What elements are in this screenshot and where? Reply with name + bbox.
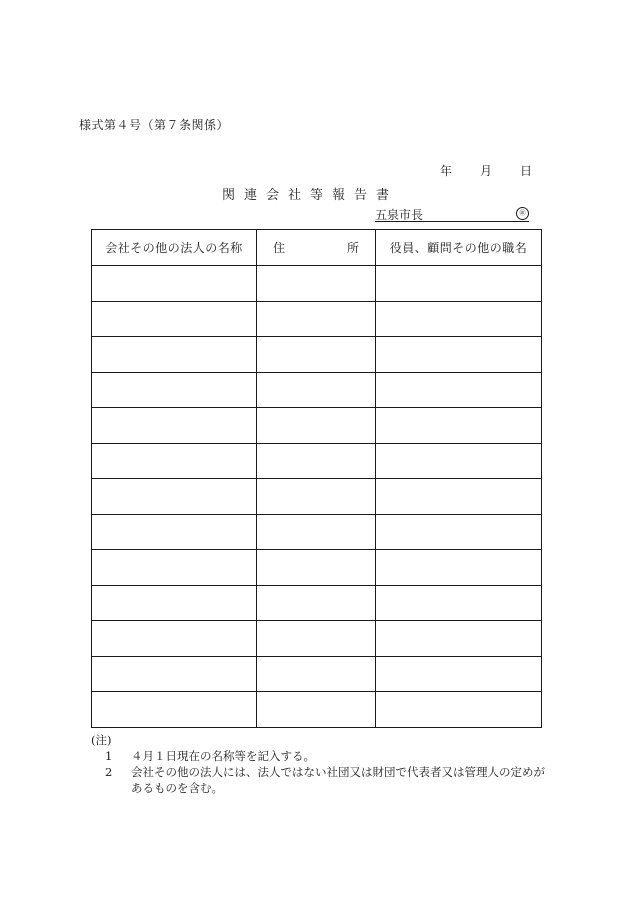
report-table bbox=[91, 229, 542, 728]
cell-address[interactable] bbox=[257, 301, 376, 337]
cell-role[interactable] bbox=[376, 266, 542, 302]
note-number: 2 bbox=[105, 765, 113, 779]
cell-address[interactable] bbox=[257, 443, 376, 479]
header-role: 役員、顧問その他の職名 bbox=[376, 230, 542, 266]
table-row bbox=[92, 550, 542, 586]
addressee-line bbox=[375, 206, 529, 222]
cell-role[interactable] bbox=[376, 479, 542, 515]
cell-company-name[interactable] bbox=[92, 301, 257, 337]
seal-icon: ㊞ bbox=[516, 207, 529, 220]
document-title: 関連会社等報告書 bbox=[222, 188, 399, 203]
cell-company-name[interactable] bbox=[92, 550, 257, 586]
cell-address[interactable] bbox=[257, 514, 376, 550]
note-text: ４月１日現在の名称等を記入する。 bbox=[131, 749, 315, 763]
cell-company-name[interactable] bbox=[92, 656, 257, 692]
table-row bbox=[92, 337, 542, 373]
note-number: 1 bbox=[105, 749, 113, 763]
note-item-1 bbox=[91, 748, 545, 764]
cell-company-name[interactable] bbox=[92, 266, 257, 302]
cell-role[interactable] bbox=[376, 514, 542, 550]
date-line bbox=[440, 162, 532, 179]
cell-company-name[interactable] bbox=[92, 337, 257, 373]
table-row bbox=[92, 692, 542, 728]
table-row bbox=[92, 408, 542, 444]
cell-company-name[interactable] bbox=[92, 692, 257, 728]
note-text-continued: あるものを含む。 bbox=[131, 781, 223, 795]
cell-role[interactable] bbox=[376, 621, 542, 657]
table-row bbox=[92, 514, 542, 550]
cell-role[interactable] bbox=[376, 443, 542, 479]
table-row bbox=[92, 621, 542, 657]
cell-address[interactable] bbox=[257, 656, 376, 692]
cell-company-name[interactable] bbox=[92, 479, 257, 515]
header-address bbox=[257, 230, 376, 266]
table-row bbox=[92, 585, 542, 621]
cell-address[interactable] bbox=[257, 585, 376, 621]
cell-address[interactable] bbox=[257, 550, 376, 586]
cell-role[interactable] bbox=[376, 337, 542, 373]
table-row bbox=[92, 372, 542, 408]
table-row bbox=[92, 656, 542, 692]
cell-company-name[interactable] bbox=[92, 408, 257, 444]
cell-role[interactable] bbox=[376, 372, 542, 408]
table-row bbox=[92, 479, 542, 515]
cell-company-name[interactable] bbox=[92, 585, 257, 621]
table-row bbox=[92, 301, 542, 337]
notes bbox=[91, 732, 545, 796]
cell-role[interactable] bbox=[376, 408, 542, 444]
cell-address[interactable] bbox=[257, 337, 376, 373]
cell-role[interactable] bbox=[376, 692, 542, 728]
cell-company-name[interactable] bbox=[92, 443, 257, 479]
cell-company-name[interactable] bbox=[92, 514, 257, 550]
notes-heading: (注) bbox=[91, 733, 112, 747]
year-label: 年 bbox=[440, 164, 453, 178]
header-address-part2: 所 bbox=[346, 241, 359, 255]
table-body bbox=[92, 266, 542, 728]
note-item-2 bbox=[91, 764, 545, 796]
day-label: 日 bbox=[519, 164, 532, 178]
month-label: 月 bbox=[479, 164, 492, 178]
table-row bbox=[92, 443, 542, 479]
cell-address[interactable] bbox=[257, 372, 376, 408]
cell-address[interactable] bbox=[257, 621, 376, 657]
cell-address[interactable] bbox=[257, 479, 376, 515]
cell-address[interactable] bbox=[257, 266, 376, 302]
note-text: 会社その他の法人には、法人ではない社団又は財団で代表者又は管理人の定めが bbox=[131, 765, 545, 779]
cell-address[interactable] bbox=[257, 692, 376, 728]
header-company-name: 会社その他の法人の名称 bbox=[92, 230, 257, 266]
cell-role[interactable] bbox=[376, 656, 542, 692]
cell-address[interactable] bbox=[257, 408, 376, 444]
header-address-part1: 住 bbox=[273, 241, 286, 255]
cell-role[interactable] bbox=[376, 585, 542, 621]
cell-company-name[interactable] bbox=[92, 621, 257, 657]
cell-role[interactable] bbox=[376, 550, 542, 586]
cell-company-name[interactable] bbox=[92, 372, 257, 408]
form-number: 様式第４号（第７条関係） bbox=[79, 118, 230, 132]
cell-role[interactable] bbox=[376, 301, 542, 337]
table-row bbox=[92, 266, 542, 302]
table-header-row bbox=[92, 230, 542, 266]
addressee-name: 五泉市長 bbox=[375, 208, 424, 222]
